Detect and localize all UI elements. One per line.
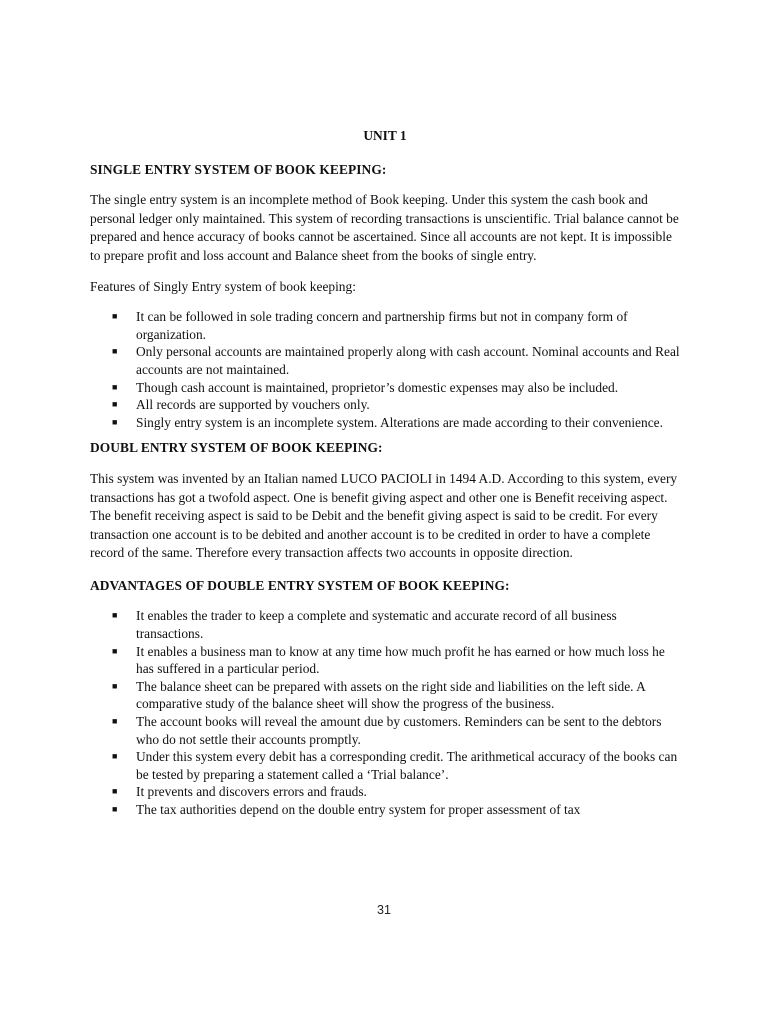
bullet-icon: ■ [112,610,118,621]
list-item [90,607,680,642]
list-item [90,343,680,378]
list-item-text: The balance sheet can be prepared with assets on the right side and liabilities on the left side. A comparative study of the balance sheet will show the progress of the business. [136,678,646,712]
list-item [90,748,680,783]
advantages-list [90,607,680,818]
list-item [90,308,680,343]
advantages-heading: ADVANTAGES OF DOUBLE ENTRY SYSTEM OF BOOK KEEPING: [90,577,510,593]
list-item-text: The account books will reveal the amount due by customers. Reminders can be sent to the debtors who do not settle their accounts promptly. [136,714,662,747]
list-item-text: The tax authorities depend on the double entry system for proper assessment of tax [136,802,581,817]
single-entry-heading: SINGLE ENTRY SYSTEM OF BOOK KEEPING: [90,161,387,177]
list-item-text: It enables the trader to keep a complete and systematic and accurate record of all business transactions. [136,608,617,642]
list-item [90,783,680,801]
list-item-text: Singly entry system is an incomplete system. Alterations are made according to their convenience. [136,414,663,430]
bullet-icon: ■ [112,311,118,322]
list-item [90,678,680,713]
list-item-text: Under this system every debit has a corresponding credit. The arithmetical accuracy of the books can be tested by preparing a statement called a ‘Trial balance’. [136,749,678,782]
single-entry-paragraph: The single entry system is an incomplete method of Book keeping. Under this system the cash book and personal ledger only maintained. This system of recording transactions is unscientific. Trial balance cannot be prepared and hence accuracy of books cannot be ascertained. Since all accounts are not kept. It is impossible to prepare profit and loss account and Balance sheet from the books of single entry. [90,192,679,263]
list-item-text: It can be followed in sole trading concern and partnership firms but not in company form of organization. [136,309,628,342]
list-item-text: It prevents and discovers errors and frauds. [136,784,367,800]
double-entry-heading: DOUBL ENTRY SYSTEM OF BOOK KEEPING: [90,440,383,456]
list-item [90,801,680,819]
bullet-icon: ■ [112,346,118,357]
bullet-icon: ■ [112,381,118,392]
bullet-icon: ■ [112,680,118,691]
list-item-text: Though cash account is maintained, proprietor’s domestic expenses may also be included. [136,379,619,395]
bullet-icon: ■ [112,645,118,656]
list-item [90,713,680,748]
list-item [90,643,680,678]
bullet-icon: ■ [112,804,118,814]
list-item [90,414,680,432]
page-content [90,127,680,827]
bullet-icon: ■ [112,399,118,410]
list-item-text: Only personal accounts are maintained properly along with cash account. Nominal accounts and Real accounts are not maintained. [136,344,680,377]
list-item [90,396,680,414]
double-entry-paragraph: This system was invented by an Italian named LUCO PACIOLI in 1494 A.D. According to this system, every transactions has got a twofold aspect. One is benefit giving aspect and other one is Benefit receiving aspect. The benefit receiving aspect is said to be Debit and the benefit giving aspect is said to be credit. For every transaction one account is to be debited and another account is to be credited in order to have a complete record of the same. Therefore every transaction affects two accounts in opposite direction. [90,470,678,561]
features-intro: Features of Singly Entry system of book keeping: [90,278,356,294]
unit-title: UNIT 1 [363,128,407,143]
bullet-icon: ■ [112,751,118,762]
page-number: 31 [377,903,391,917]
list-item [90,379,680,397]
features-list [90,308,680,431]
list-item-text: All records are supported by vouchers only. [136,397,370,413]
list-item-text: It enables a business man to know at any time how much profit he has earned or how much loss he has suffered in a particular period. [136,643,665,677]
bullet-icon: ■ [112,416,118,427]
bullet-icon: ■ [112,786,118,797]
bullet-icon: ■ [112,716,118,727]
